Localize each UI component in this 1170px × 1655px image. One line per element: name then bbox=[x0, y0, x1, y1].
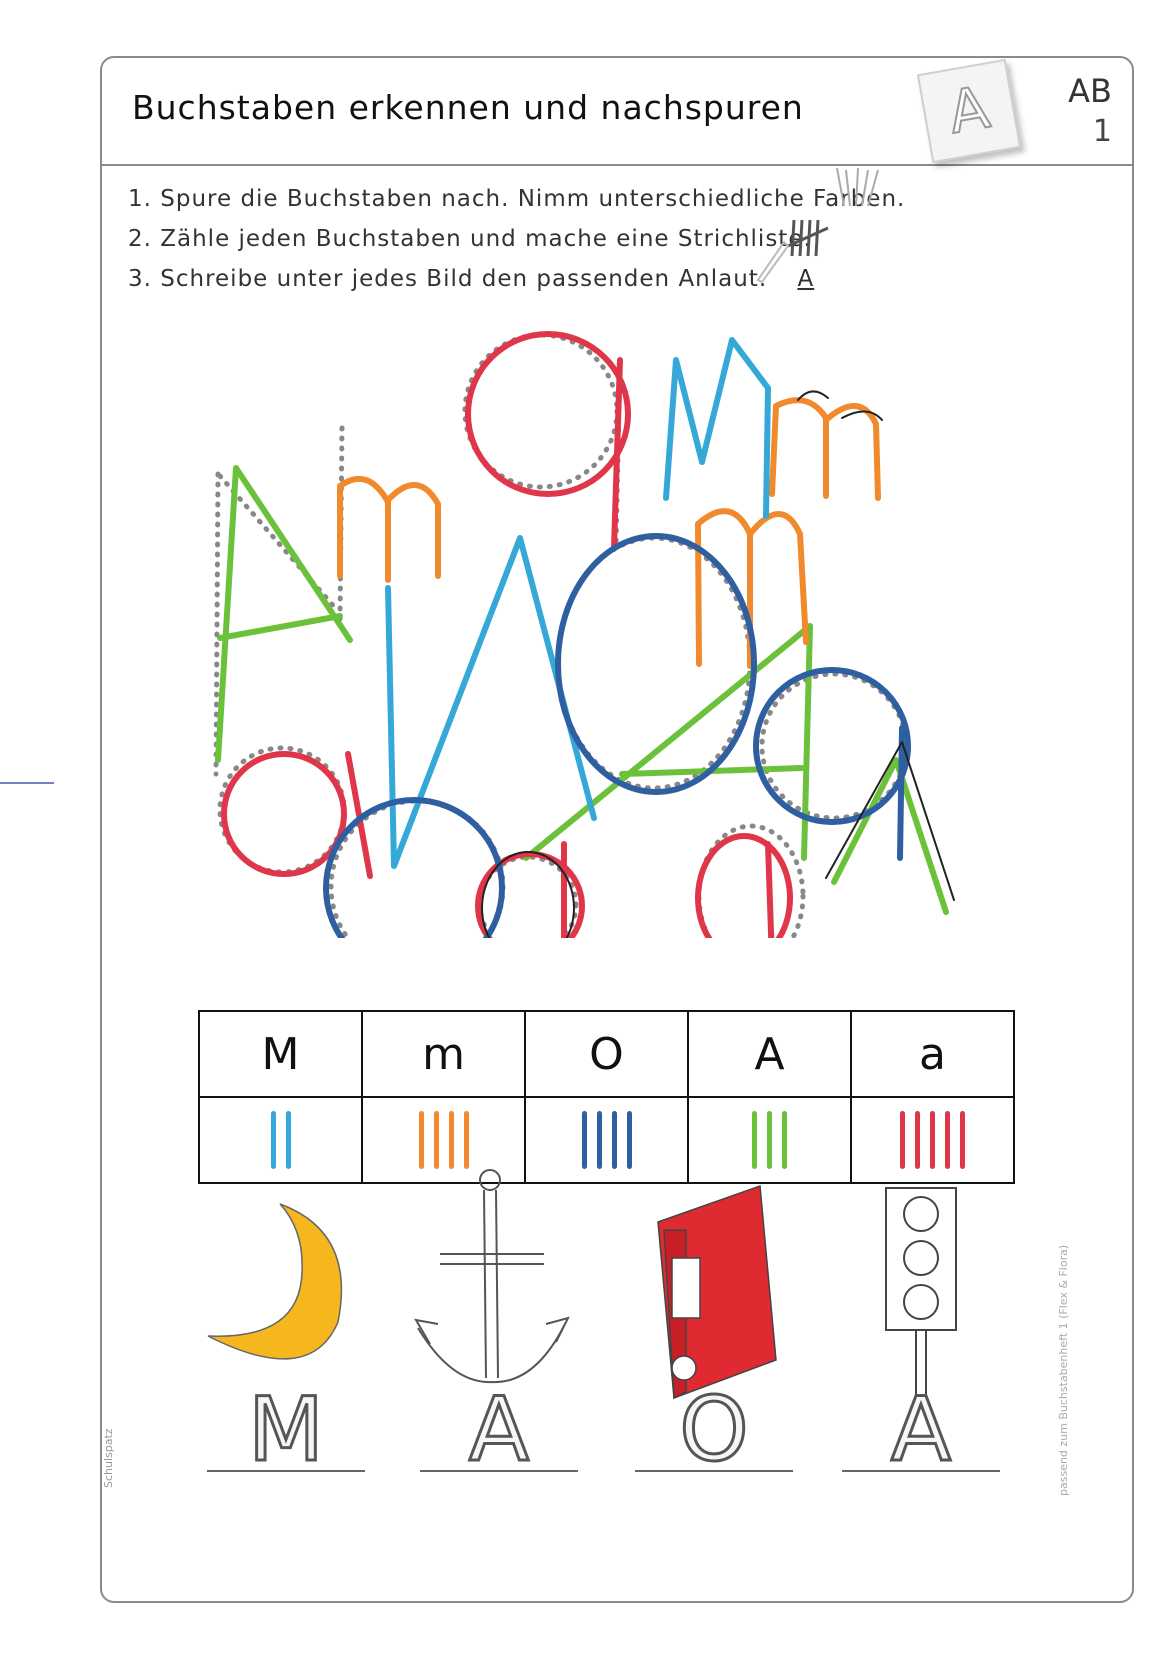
sheet-number: 1 bbox=[1092, 114, 1112, 149]
letter-scribble-area bbox=[202, 298, 962, 938]
folder-icon bbox=[650, 1182, 780, 1402]
source-note: passend zum Buchstabenheft 1 (Flex & Flora) bbox=[1057, 1244, 1070, 1496]
answer-letter: O bbox=[679, 1378, 749, 1481]
tally-mark bbox=[900, 1111, 905, 1169]
header bbox=[102, 58, 1132, 166]
anchor-icon bbox=[412, 1158, 582, 1398]
tally-cell bbox=[851, 1097, 1014, 1183]
margin-line bbox=[0, 782, 54, 784]
tally-mark bbox=[271, 1111, 276, 1169]
tally-mark bbox=[286, 1111, 291, 1169]
letter-cell-O: O bbox=[525, 1011, 688, 1097]
page-title: Buchstaben erkennen und nachspuren bbox=[132, 88, 804, 127]
tally-mark bbox=[597, 1111, 602, 1169]
answer-letter: M bbox=[248, 1378, 324, 1481]
traffic-light-icon bbox=[882, 1184, 962, 1404]
letter-cell-M: M bbox=[199, 1011, 362, 1097]
tally-mark bbox=[915, 1111, 920, 1169]
sheet-code: AB bbox=[1068, 72, 1112, 110]
instruction-text: 3. Schreibe unter jedes Bild den passenden Anlaut. bbox=[128, 266, 768, 292]
letter-cell-m: m bbox=[362, 1011, 525, 1097]
instruction-1 bbox=[128, 186, 905, 212]
tally-mark bbox=[930, 1111, 935, 1169]
letter-cell-a: a bbox=[851, 1011, 1014, 1097]
letter-card-letter: A bbox=[943, 73, 995, 147]
tally-mark bbox=[627, 1111, 632, 1169]
letter-card-icon bbox=[917, 59, 1021, 163]
answer-letter: A bbox=[468, 1378, 530, 1481]
tally-mark bbox=[782, 1111, 787, 1169]
pencil-icon bbox=[754, 236, 790, 284]
instruction-3 bbox=[128, 266, 814, 292]
instruction-text: 1. Spure die Buchstaben nach. Nimm unterschiedliche Farben. bbox=[128, 186, 906, 212]
example-letter: A bbox=[797, 266, 815, 292]
tally-mark bbox=[960, 1111, 965, 1169]
letter-cell-A: A bbox=[688, 1011, 851, 1097]
tally-mark bbox=[767, 1111, 772, 1169]
publisher-label: Schulspatz bbox=[102, 1428, 115, 1488]
worksheet bbox=[100, 56, 1134, 1603]
answer-letter: A bbox=[890, 1378, 952, 1481]
instruction-text: 2. Zähle jeden Buchstaben und mache eine Strichliste. bbox=[128, 226, 812, 252]
tally-mark bbox=[582, 1111, 587, 1169]
instruction-2 bbox=[128, 226, 812, 252]
tally-mark bbox=[945, 1111, 950, 1169]
moon-icon bbox=[200, 1182, 350, 1402]
tally-table bbox=[198, 1010, 1015, 1184]
tally-mark bbox=[612, 1111, 617, 1169]
tally-cell bbox=[688, 1097, 851, 1183]
pencils-icon bbox=[832, 164, 882, 210]
tally-icon bbox=[786, 216, 830, 260]
tally-cell bbox=[199, 1097, 362, 1183]
tally-mark bbox=[752, 1111, 757, 1169]
